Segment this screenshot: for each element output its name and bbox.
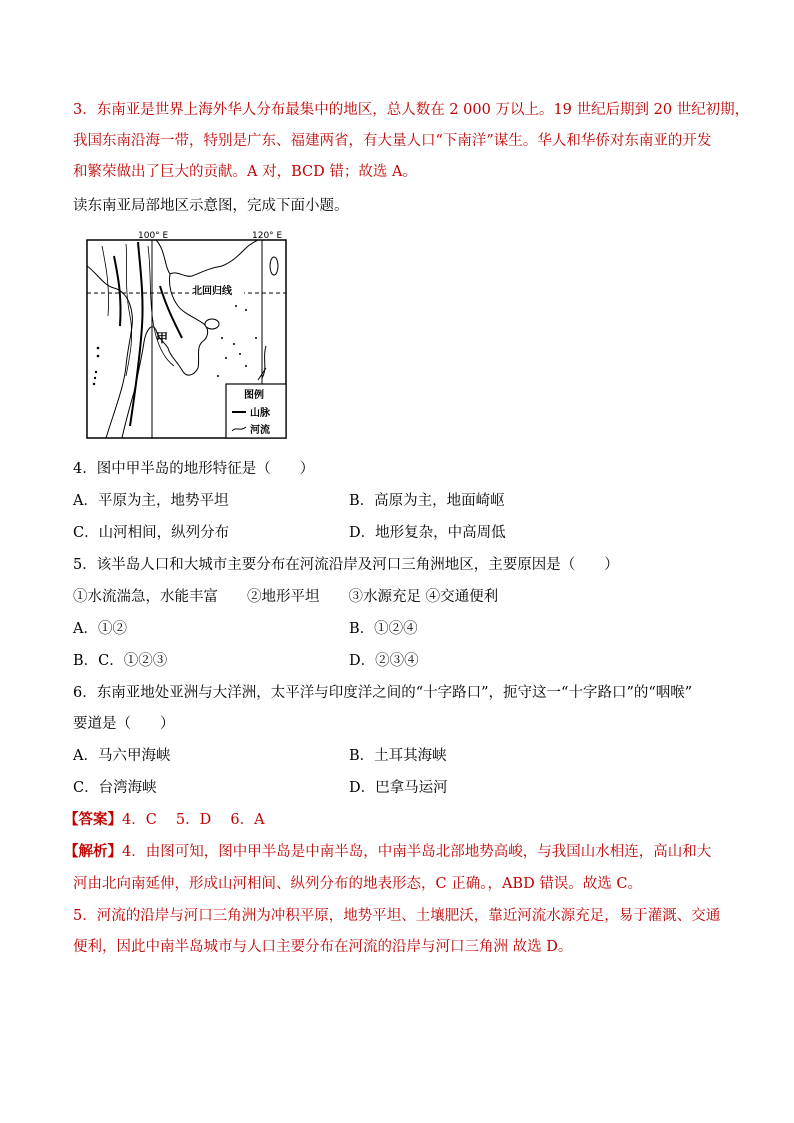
q5-items: ①水流湍急，水能丰富 ②地形平坦 ③水源充足 ④交通便利: [73, 589, 499, 605]
taiwan-island: [270, 257, 278, 275]
q5-option-d[interactable]: D．②③④: [349, 653, 419, 669]
analysis-line-1: [64, 842, 711, 862]
peninsula-label: 甲: [156, 331, 169, 345]
answer-row: [64, 810, 265, 830]
q4-option-c[interactable]: C．山河相间，纵列分布: [73, 525, 230, 541]
map-intro: 读东南亚局部地区示意图，完成下面小题。: [73, 198, 349, 214]
analysis-text-1: 4．由图可知，图中甲半岛是中南半岛，中南半岛北部地势高峻，与我国山水相连，高山和大: [122, 844, 712, 860]
q6-option-b[interactable]: B．土耳其海峡: [349, 748, 447, 764]
legend-mountain-label: 山脉: [250, 408, 270, 419]
tropic-label: 北回归线: [192, 286, 232, 297]
q4-option-d[interactable]: D．地形复杂，中高周低: [349, 525, 506, 541]
q3-explanation-line-1: 3．东南亚是世界上海外华人分布最集中的地区，总人数在 2 000 万以上。19 世纪后期到 20 世纪初期，: [73, 102, 750, 118]
q6-option-d[interactable]: D．巴拿马运河: [349, 780, 448, 796]
q6-option-a[interactable]: A．马六甲海峡: [73, 748, 171, 764]
q5-option-b[interactable]: B．①②④: [349, 621, 418, 637]
analysis-label: 【解析】: [64, 843, 122, 860]
lon-right-label: 120° E: [252, 231, 283, 241]
answer-text: 4．C 5．D 6．A: [122, 812, 265, 828]
answer-label: 【答案】: [64, 811, 122, 828]
analysis-line-4: 便利，因此中南半岛城市与人口主要分布在河流的沿岸与河口三角洲 故选 D。: [73, 939, 573, 955]
q5-option-c[interactable]: B．C．①②③: [73, 653, 168, 669]
q3-explanation-line-3: 和繁荣做出了巨大的贡献。A 对，BCD 错；故选 A。: [73, 164, 417, 180]
lon-left-label: 100° E: [138, 231, 169, 241]
southeast-asia-map: [86, 226, 290, 442]
hainan-island: [205, 319, 219, 329]
q4-option-b[interactable]: B．高原为主，地面崎岖: [349, 493, 505, 509]
q6-option-c[interactable]: C．台湾海峡: [73, 780, 157, 796]
q6-stem-line-1: 6．东南亚地处亚洲与大洋洲，太平洋与印度洋之间的“十字路口”，扼守这一“十字路口”的“咽喉”: [73, 685, 693, 701]
q6-stem-line-2: 要道是（ ）: [73, 716, 175, 732]
legend-title: 图例: [244, 390, 264, 401]
q3-explanation-line-2: 我国东南沿海一带，特别是广东、福建两省，有大量人口“下南洋”谋生。华人和华侨对东南亚的开发: [73, 133, 712, 149]
legend-river-label: 河流: [250, 425, 270, 436]
q5-option-a[interactable]: A．①②: [73, 621, 127, 637]
q4-stem: 4．图中甲半岛的地形特征是（ ）: [73, 461, 315, 477]
analysis-line-3: 5．河流的沿岸与河口三角洲为冲积平原，地势平坦、土壤肥沃，靠近河流水源充足，易于灌溉、交通: [73, 908, 721, 924]
q4-option-a[interactable]: A．平原为主，地势平坦: [73, 493, 229, 509]
q5-stem: 5．该半岛人口和大城市主要分布在河流沿岸及河口三角洲地区，主要原因是（ ）: [73, 557, 619, 573]
analysis-line-2: 河由北向南延伸，形成山河相间、纵列分布的地表形态，C 正确。，ABD 错误。故选 C。: [73, 876, 643, 892]
